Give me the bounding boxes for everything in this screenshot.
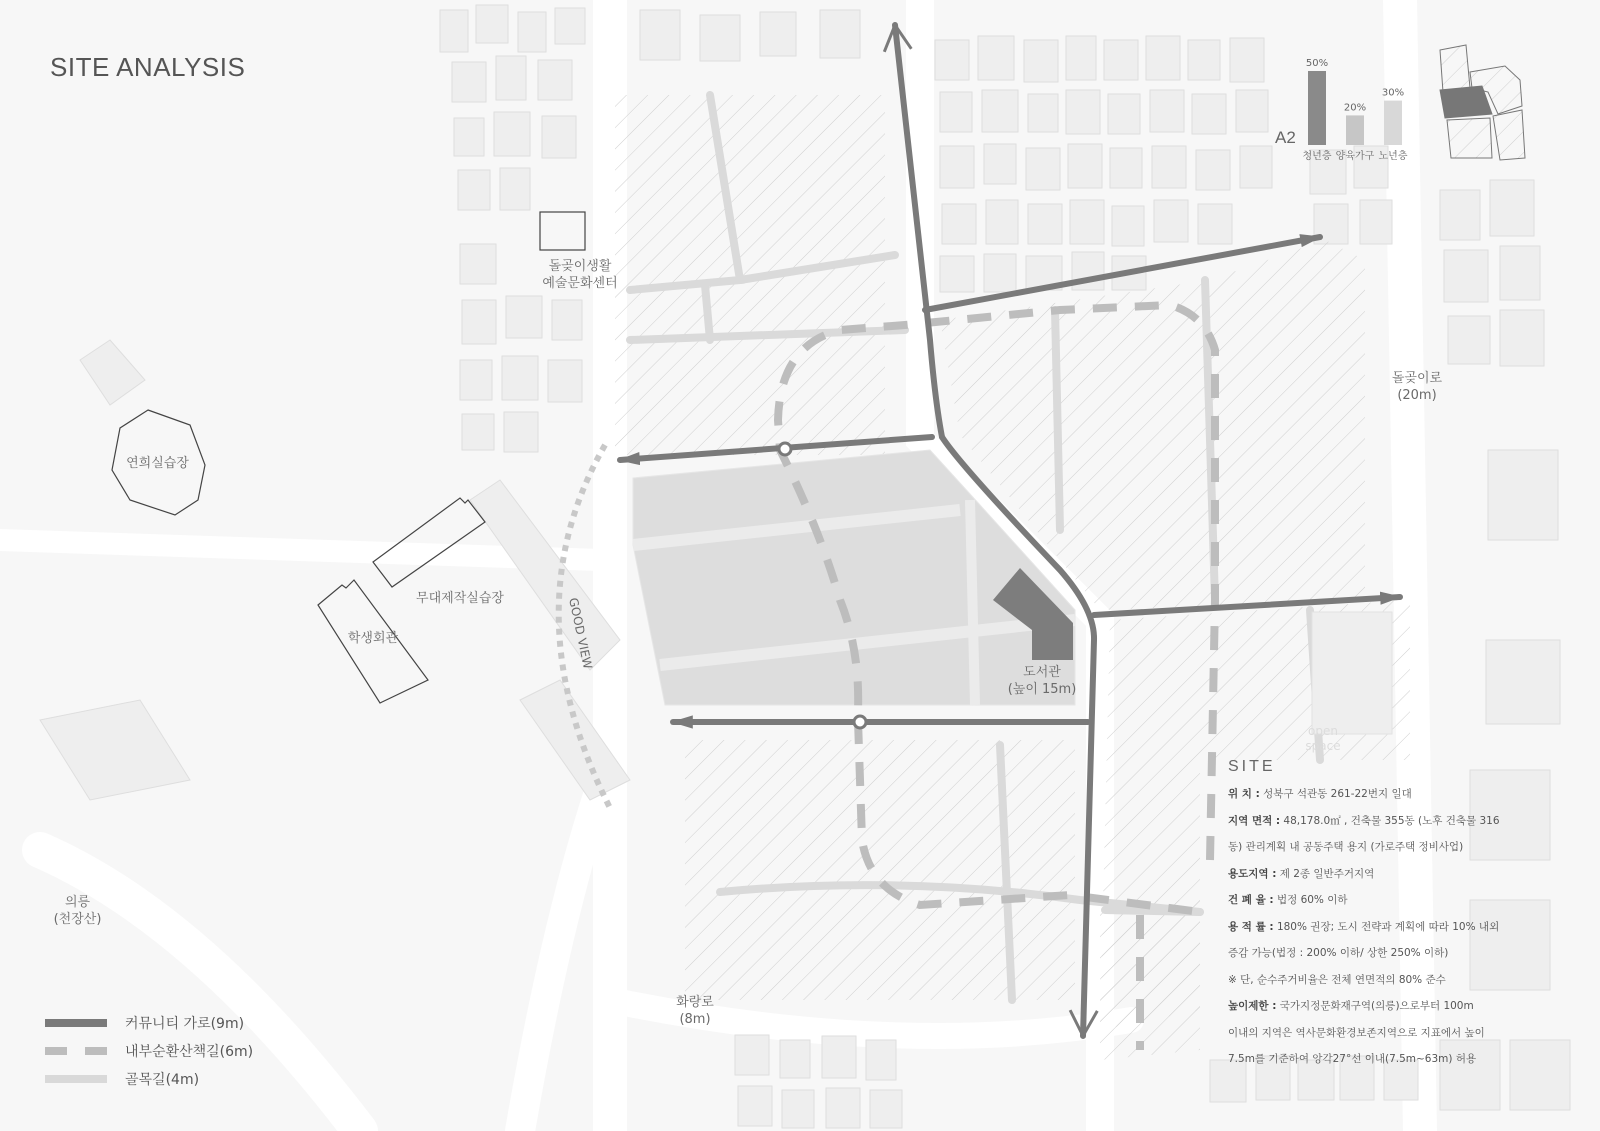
site-info-key: 건 폐 율 : (1228, 894, 1274, 906)
site-info-line (1228, 864, 1568, 891)
site-info-text: ※ 단, 순수주거비율은 전체 연면적의 80% 준수 (1228, 973, 1446, 986)
library-label-line1: 도서관 (1023, 665, 1061, 680)
hwarang-ro-label (670, 994, 720, 1028)
open-space-block (1312, 612, 1392, 734)
site-info-line (1228, 890, 1568, 917)
chart-category-label: 노년층 (1378, 151, 1408, 162)
site-info-line (1228, 943, 1568, 970)
site-info-key: 용 적 률 : (1228, 920, 1274, 933)
legend-swatch (45, 1075, 107, 1083)
yeonhui-label: 연희실습장 (126, 456, 189, 471)
chart-title: A2 (1275, 128, 1296, 147)
culture-center-outline (540, 212, 585, 250)
site-info-text: 180% 권장; 도시 전략과 계획에 따라 10% 내외 (1273, 920, 1500, 933)
good-view-label: GOOD VIEW (566, 596, 595, 671)
key-map (1440, 45, 1525, 160)
open-space-label (1298, 724, 1348, 754)
site-info-line (1228, 917, 1568, 944)
site-info-key: 지역 면적 : (1228, 814, 1281, 827)
culture-center-label (525, 258, 635, 292)
dolgoji-ro-label-line1: 돌곶이로 (1391, 371, 1443, 386)
library-label (1002, 664, 1082, 698)
site-info-lines (1228, 784, 1568, 1076)
chart-bar (1346, 115, 1364, 145)
dolgoji-ro-label (1382, 370, 1452, 404)
site-info-text: 동) 관리계획 내 공동주택 용지 (가로주택 정비사업) (1228, 841, 1464, 853)
hwarang-ro-label-line2: (8m) (679, 1012, 711, 1027)
node-circle (854, 716, 866, 728)
uireung-label (45, 894, 110, 928)
legend-swatch (45, 1047, 107, 1055)
site-info-text: 법정 60% 이하 (1273, 894, 1348, 906)
site-info-line (1228, 1023, 1568, 1050)
stage-workshop-label: 무대제작실습장 (416, 591, 504, 606)
site-info-text: 증감 가능(법정 : 200% 이하/ 상한 250% 이하) (1228, 947, 1449, 959)
site-info-key: 위 치 : (1228, 788, 1260, 800)
site-info-key: 용도지역 : (1228, 867, 1277, 880)
culture-center-label-line1: 돌곶이생활 (548, 259, 612, 274)
site-info-line (1228, 784, 1568, 811)
chart-bar (1384, 101, 1402, 145)
site-info-line (1228, 996, 1568, 1023)
uireung-label-line1: 의릉 (64, 895, 91, 910)
site-info-line (1228, 970, 1568, 997)
site-info-key: 높이제한 : (1228, 1000, 1277, 1012)
site-info-line (1228, 1049, 1568, 1076)
hwarang-ro-label-line1: 화랑로 (676, 995, 714, 1010)
open-space-label-line1: open (1308, 724, 1338, 738)
uireung-label-line2: (천장산) (53, 912, 102, 927)
legend-label: 골목길(4m) (125, 1072, 200, 1088)
site-heading: SITE (1228, 758, 1276, 775)
culture-center-label-line2: 예술문화센터 (542, 276, 618, 291)
chart-value-label: 50% (1305, 58, 1329, 69)
site-info-line (1228, 837, 1568, 864)
site-info-text: 이내의 지역은 역사문화환경보존지역으로 지표에서 높이 (1228, 1026, 1485, 1039)
legend-label: 커뮤니티 가로(9m) (125, 1016, 245, 1032)
site-info-text: 48,178.0㎡ , 건축물 355동 (노후 건축물 316 (1280, 814, 1500, 827)
chart-category-label: 양육가구 (1335, 151, 1375, 162)
page-title: SITE ANALYSIS (50, 52, 246, 82)
legend-label: 내부순환산책길(6m) (125, 1044, 254, 1060)
chart-value-label: 20% (1343, 102, 1367, 114)
site-info-text: 제 2종 일반주거지역 (1276, 867, 1375, 880)
dolgoji-ro-label-line2: (20m) (1397, 388, 1437, 403)
site-info-text: 7.5m를 기준하여 앙각27°선 이내(7.5m~63m) 허용 (1228, 1053, 1477, 1065)
student-hall-label: 학생회관 (347, 631, 399, 646)
library-label-line2: (높이 15m) (1007, 682, 1077, 697)
site-info-text: 국가지정문화재구역(의릉)으로부터 100m (1276, 1000, 1474, 1012)
node-circle (779, 443, 791, 455)
legend-swatch (45, 1019, 107, 1027)
chart-value-label: 30% (1381, 87, 1405, 99)
site-info-line (1228, 811, 1568, 838)
site-info (1228, 758, 1568, 1076)
demographic-chart (1275, 55, 1435, 170)
site-info-text: 성북구 석관동 261-22번지 일대 (1259, 788, 1412, 800)
open-space-label-line2: space (1305, 739, 1341, 753)
chart-bar (1308, 71, 1326, 145)
chart-category-label: 청년층 (1302, 151, 1332, 162)
